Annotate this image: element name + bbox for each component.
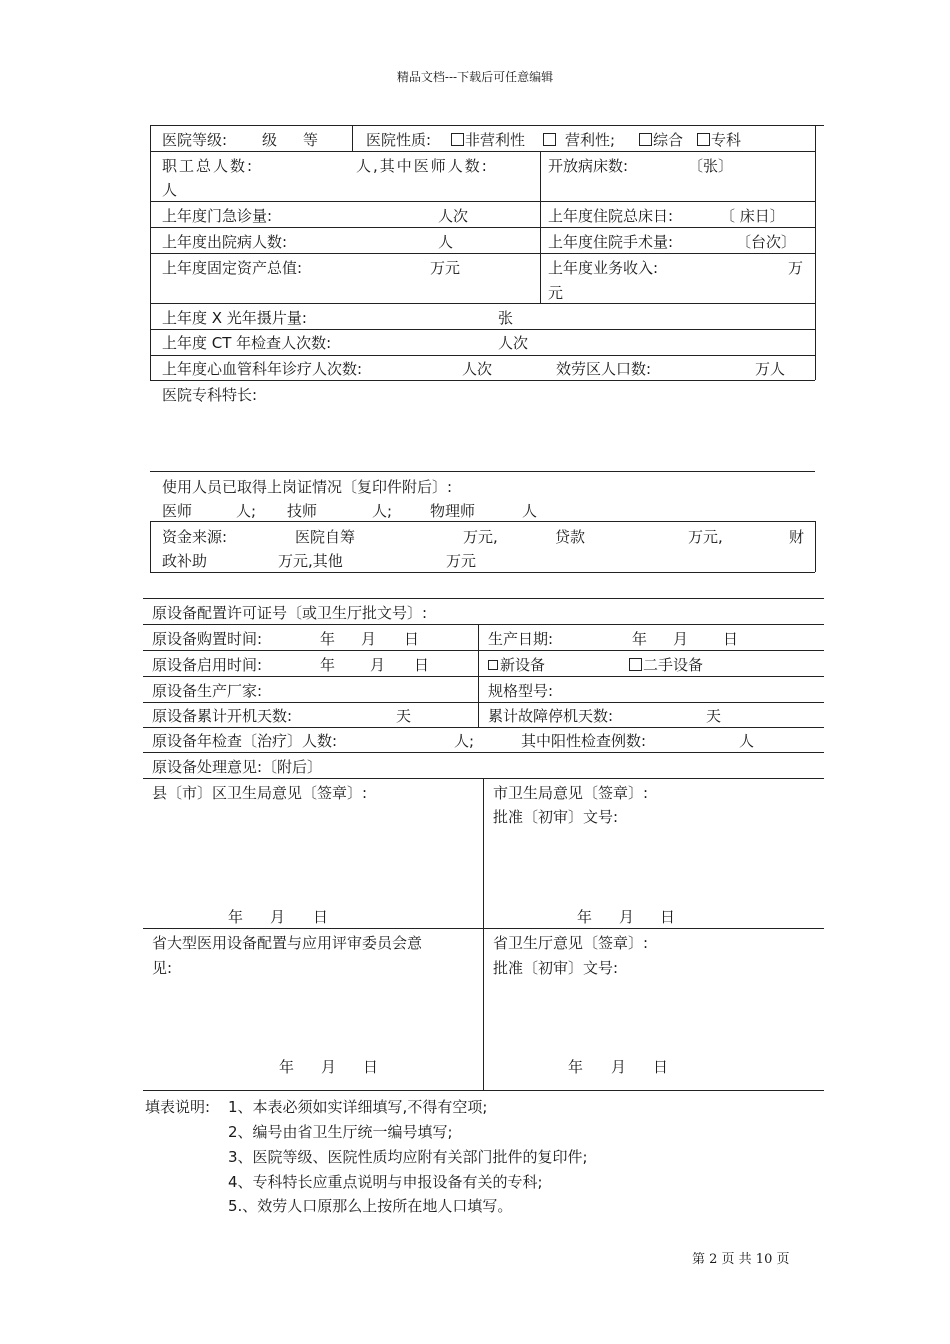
xray-unit: 张 bbox=[498, 309, 514, 327]
positive-unit: 人 bbox=[739, 732, 755, 750]
profit-option[interactable]: 营利性; bbox=[542, 131, 615, 149]
positive-label: 其中阳性检查例数: bbox=[521, 732, 647, 750]
province-day: 日 bbox=[653, 1058, 669, 1076]
province-month: 月 bbox=[611, 1058, 627, 1076]
cert-tech-unit: 人; bbox=[372, 502, 393, 520]
city-approval-no: 批准〔初审〕文号: bbox=[493, 808, 619, 826]
beds-label: 开放病床数: bbox=[548, 157, 629, 175]
ct-unit: 人次 bbox=[498, 334, 529, 352]
general-option[interactable]: 综合 bbox=[638, 131, 683, 149]
start-month: 月 bbox=[370, 656, 386, 674]
city-year: 年 bbox=[577, 908, 593, 926]
funding-self: 医院自筹 bbox=[295, 528, 356, 546]
funding-fin-b: 政补助 bbox=[162, 552, 208, 570]
income-label: 上年度业务收入: bbox=[548, 259, 659, 277]
nonprofit-option[interactable]: 非营利性 bbox=[450, 131, 525, 149]
xray-label: 上年度 X 光年摄片量: bbox=[162, 309, 307, 327]
prod-label: 生产日期: bbox=[488, 630, 554, 648]
fault-label: 累计故障停机天数: bbox=[488, 707, 614, 725]
page-number: 第 2 页 共 10 页 bbox=[692, 1252, 790, 1267]
population-label: 效劳区人口数: bbox=[556, 360, 652, 378]
funding-loan-unit: 万元, bbox=[688, 528, 723, 546]
cardio-unit: 人次 bbox=[462, 360, 493, 378]
note-item: 1、本表必须如实详细填写,不得有空项; bbox=[228, 1098, 488, 1116]
checkbox-used-equip[interactable] bbox=[629, 658, 642, 671]
days-unit: 天 bbox=[396, 707, 412, 725]
license-label: 原设备配置许可证号〔或卫生厅批文号〕: bbox=[152, 604, 428, 622]
province-year: 年 bbox=[568, 1058, 584, 1076]
exam-unit: 人; bbox=[454, 732, 475, 750]
inpatient-days-label: 上年度住院总床日: bbox=[548, 207, 674, 225]
committee-opinion-a: 省大型医用设备配置与应用评审委员会意 bbox=[152, 934, 423, 952]
disposal-label: 原设备处理意见:〔附后〕 bbox=[152, 758, 323, 776]
note-item: 2、编号由省卫生厅统一编号填写; bbox=[228, 1123, 453, 1141]
cert-doctor-unit: 人; bbox=[236, 502, 257, 520]
funding-other-unit: 万元 bbox=[446, 552, 477, 570]
cert-tech: 技师 bbox=[287, 502, 318, 520]
used-equip-option[interactable]: 二手设备 bbox=[628, 656, 703, 674]
county-opinion: 县〔市〕区卫生局意见〔签章〕: bbox=[152, 784, 368, 802]
population-unit: 万人 bbox=[755, 360, 786, 378]
ct-label: 上年度 CT 年检查人次数: bbox=[162, 334, 332, 352]
city-day: 日 bbox=[660, 908, 676, 926]
assets-label: 上年度固定资产总值: bbox=[162, 259, 303, 277]
cert-physicist: 物理师 bbox=[430, 502, 476, 520]
funding-fin-a: 财 bbox=[789, 528, 805, 546]
nature-label: 医院性质: bbox=[366, 131, 432, 149]
surgery-label: 上年度住院手术量: bbox=[548, 233, 674, 251]
city-opinion: 市卫生局意见〔签章〕: bbox=[493, 784, 649, 802]
grade-deng: 等 bbox=[303, 131, 319, 149]
staff-label: 职工总人数: bbox=[162, 157, 255, 175]
start-year: 年 bbox=[320, 656, 336, 674]
start-label: 原设备启用时间: bbox=[152, 656, 263, 674]
province-opinion: 省卫生厅意见〔签章〕: bbox=[493, 934, 649, 952]
funding-self-unit: 万元, bbox=[463, 528, 498, 546]
discharged-unit: 人 bbox=[438, 233, 454, 251]
purchase-label: 原设备购置时间: bbox=[152, 630, 263, 648]
beds-unit: 〔张〕 bbox=[688, 157, 734, 175]
fault-unit: 天 bbox=[706, 707, 722, 725]
staff-unit: 人,其中医师人数: bbox=[356, 157, 489, 175]
committee-opinion-b: 见: bbox=[152, 959, 173, 977]
specialty-label: 医院专科特长: bbox=[162, 386, 258, 404]
inpatient-days-unit: 〔 床日〕 bbox=[720, 207, 785, 225]
checkbox-profit[interactable] bbox=[543, 133, 556, 146]
prod-month: 月 bbox=[673, 630, 689, 648]
surgery-unit: 〔台次〕 bbox=[736, 233, 797, 251]
cert-doctor: 医师 bbox=[162, 502, 193, 520]
prod-year: 年 bbox=[632, 630, 648, 648]
county-day: 日 bbox=[313, 908, 329, 926]
outpatient-unit: 人次 bbox=[438, 207, 469, 225]
funding-fin-unit: 万元,其他 bbox=[278, 552, 343, 570]
days-label: 原设备累计开机天数: bbox=[152, 707, 293, 725]
notes-lead: 填表说明: bbox=[145, 1098, 211, 1116]
discharged-label: 上年度出院病人数: bbox=[162, 233, 288, 251]
maker-label: 原设备生产厂家: bbox=[152, 682, 263, 700]
committee-month: 月 bbox=[321, 1058, 337, 1076]
checkbox-new-equip[interactable] bbox=[488, 660, 498, 670]
checkbox-nonprofit[interactable] bbox=[451, 133, 464, 146]
purchase-year: 年 bbox=[320, 630, 336, 648]
divider bbox=[150, 471, 815, 472]
purchase-day: 日 bbox=[404, 630, 420, 648]
county-month: 月 bbox=[270, 908, 286, 926]
cardio-label: 上年度心血管科年诊疗人次数: bbox=[162, 360, 363, 378]
committee-year: 年 bbox=[279, 1058, 295, 1076]
city-month: 月 bbox=[619, 908, 635, 926]
cert-physicist-unit: 人 bbox=[522, 502, 538, 520]
page-header-watermark: 精品文档---下载后可任意编辑 bbox=[396, 70, 554, 84]
start-day: 日 bbox=[414, 656, 430, 674]
county-year: 年 bbox=[228, 908, 244, 926]
income-unit: 万 bbox=[788, 259, 804, 277]
note-item: 5.、效劳人口原那么上按所在地人口填写。 bbox=[228, 1197, 513, 1215]
funding-loan: 贷款 bbox=[555, 528, 586, 546]
specialty-option[interactable]: 专科 bbox=[696, 131, 741, 149]
exam-label: 原设备年检查〔治疗〕人数: bbox=[152, 732, 338, 750]
funding-label: 资金来源: bbox=[162, 528, 228, 546]
outpatient-label: 上年度门急诊量: bbox=[162, 207, 273, 225]
grade-label: 医院等级: bbox=[162, 131, 228, 149]
purchase-month: 月 bbox=[361, 630, 377, 648]
note-item: 3、医院等级、医院性质均应附有关部门批件的复印件; bbox=[228, 1148, 588, 1166]
grade-ji: 级 bbox=[262, 131, 278, 149]
new-equip-option[interactable]: 新设备 bbox=[488, 656, 545, 674]
checkbox-specialty[interactable] bbox=[697, 133, 710, 146]
spec-label: 规格型号: bbox=[488, 682, 554, 700]
note-item: 4、专科特长应重点说明与申报设备有关的专科; bbox=[228, 1173, 543, 1191]
cert-label: 使用人员已取得上岗证情况〔复印件附后〕: bbox=[162, 478, 453, 496]
checkbox-general[interactable] bbox=[639, 133, 652, 146]
staff-unit-2: 人 bbox=[162, 181, 178, 199]
province-approval-no: 批准〔初审〕文号: bbox=[493, 959, 619, 977]
prod-day: 日 bbox=[723, 630, 739, 648]
income-unit-2: 元 bbox=[548, 284, 564, 302]
assets-unit: 万元 bbox=[430, 259, 461, 277]
committee-day: 日 bbox=[363, 1058, 379, 1076]
